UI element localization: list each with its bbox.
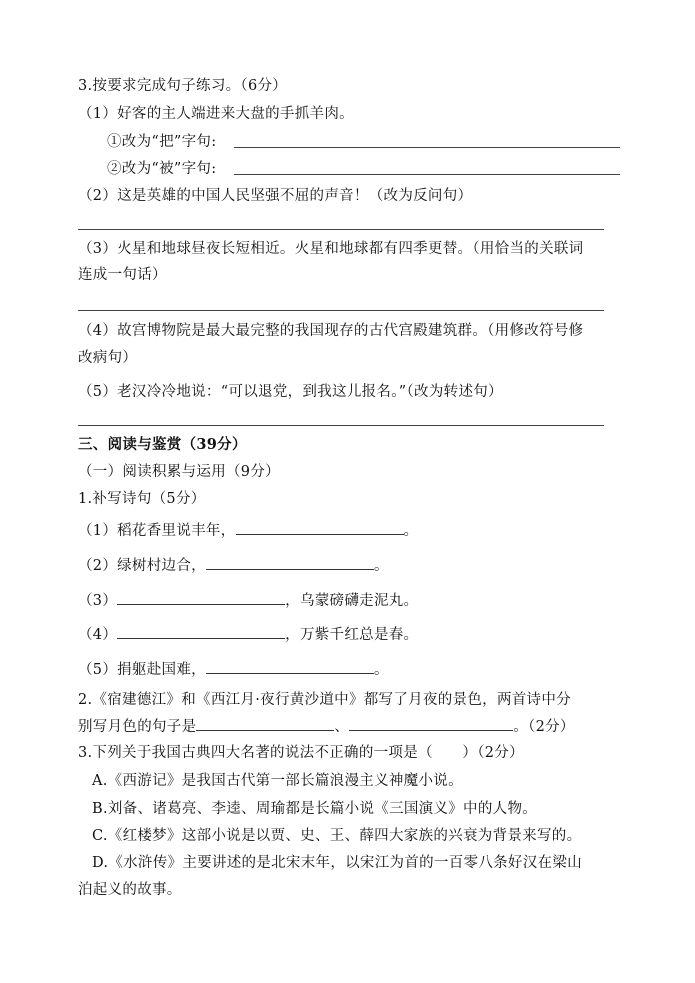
- poem-3-blank[interactable]: [117, 590, 285, 605]
- poem-5-suffix: 。: [373, 662, 389, 678]
- question-2-line2: [78, 716, 575, 737]
- poem-3-prefix: （3）: [78, 593, 118, 609]
- moon-sentence-blank-2[interactable]: [349, 716, 513, 731]
- poem-4-prefix: （4）: [78, 627, 118, 643]
- poem-2-suffix: 。: [373, 558, 389, 574]
- poem-line-2: [78, 555, 389, 576]
- poem-1-blank[interactable]: [236, 520, 404, 535]
- answer-line-3-3[interactable]: [78, 310, 604, 311]
- subsection-1-title: （一）阅读积累与运用（9分）: [78, 464, 280, 480]
- question-3-3-line1: （3）火星和地球昼夜长短相近。火星和地球都有四季更替。（用恰当的关联词: [78, 241, 584, 257]
- option-d-line1[interactable]: D.《水浒传》主要讲述的是北宋末年，以宋江为首的一百零八条好汉在梁山: [92, 855, 582, 871]
- option-d-line2[interactable]: 泊起义的故事。: [78, 882, 182, 898]
- poem-3-suffix: ，乌蒙磅礴走泥丸。: [285, 593, 419, 609]
- part-3-title: 三、阅读与鉴赏（39分）: [78, 436, 247, 453]
- poem-question-title: 1.补写诗句（5分）: [78, 491, 206, 507]
- question-3-1: （1）好客的主人端进来大盘的手抓羊肉。: [78, 106, 354, 122]
- answer-line-3-1a[interactable]: [234, 147, 620, 148]
- question-3-4-line1: （4）故宫博物院是最大最完整的我国现存的古代宫殿建筑群。（用修改符号修: [78, 323, 584, 339]
- poem-5-prefix: （5）捐躯赴国难，: [78, 662, 206, 678]
- poem-4-blank[interactable]: [117, 624, 285, 639]
- question-3-title: 3.按要求完成句子练习。（6分）: [78, 78, 288, 94]
- poem-2-prefix: （2）绿树村边合，: [78, 558, 206, 574]
- question-3-4-line2: 改病句）: [78, 350, 138, 366]
- question-3-3-line2: 连成一句话）: [78, 267, 167, 283]
- answer-line-3-1b[interactable]: [234, 174, 620, 175]
- option-b[interactable]: B.刘备、诸葛亮、李逵、周瑜都是长篇小说《三国演义》中的人物。: [92, 801, 538, 817]
- poem-1-prefix: （1）稻花香里说丰年，: [78, 523, 236, 539]
- question-3-1a-label: ①改为“把”字句:: [107, 134, 217, 150]
- question-2-separator: 、: [334, 719, 350, 735]
- question-3-5: （5）老汉冷冷地说：“可以退党，到我这儿报名。”（改为转述句）: [78, 384, 503, 400]
- answer-line-3-2[interactable]: [78, 229, 604, 230]
- option-c[interactable]: C.《红楼梦》这部小说是以贾、史、王、薛四大家族的兴衰为背景来写的。: [92, 828, 582, 844]
- question-2-prefix: 别写月色的句子是: [78, 719, 197, 735]
- poem-5-blank[interactable]: [206, 659, 374, 674]
- poem-line-3: [78, 590, 418, 611]
- question-3-1b-label: ②改为“被”字句:: [107, 161, 217, 177]
- poem-line-1: [78, 520, 418, 541]
- poem-line-4: [78, 624, 418, 645]
- option-a[interactable]: A.《西游记》是我国古代第一部长篇浪漫主义神魔小说。: [92, 773, 463, 789]
- question-2-line1: 2.《宿建德江》和《西江月·夜行黄沙道中》都写了月夜的景色，两首诗中分: [78, 692, 571, 708]
- poem-line-5: [78, 659, 389, 680]
- moon-sentence-blank-1[interactable]: [196, 716, 334, 731]
- question-3-2: （2）这是英雄的中国人民坚强不屈的声音！（改为反问句）: [78, 188, 473, 204]
- question-2-suffix: 。（2分）: [513, 719, 575, 735]
- poem-2-blank[interactable]: [206, 555, 374, 570]
- poem-1-suffix: 。: [403, 523, 419, 539]
- answer-line-3-5[interactable]: [78, 425, 604, 426]
- poem-4-suffix: ，万紫千红总是春。: [285, 627, 419, 643]
- question-3-choice-title: 3.下列关于我国古典四大名著的说法不正确的一项是（ ）（2分）: [78, 745, 524, 761]
